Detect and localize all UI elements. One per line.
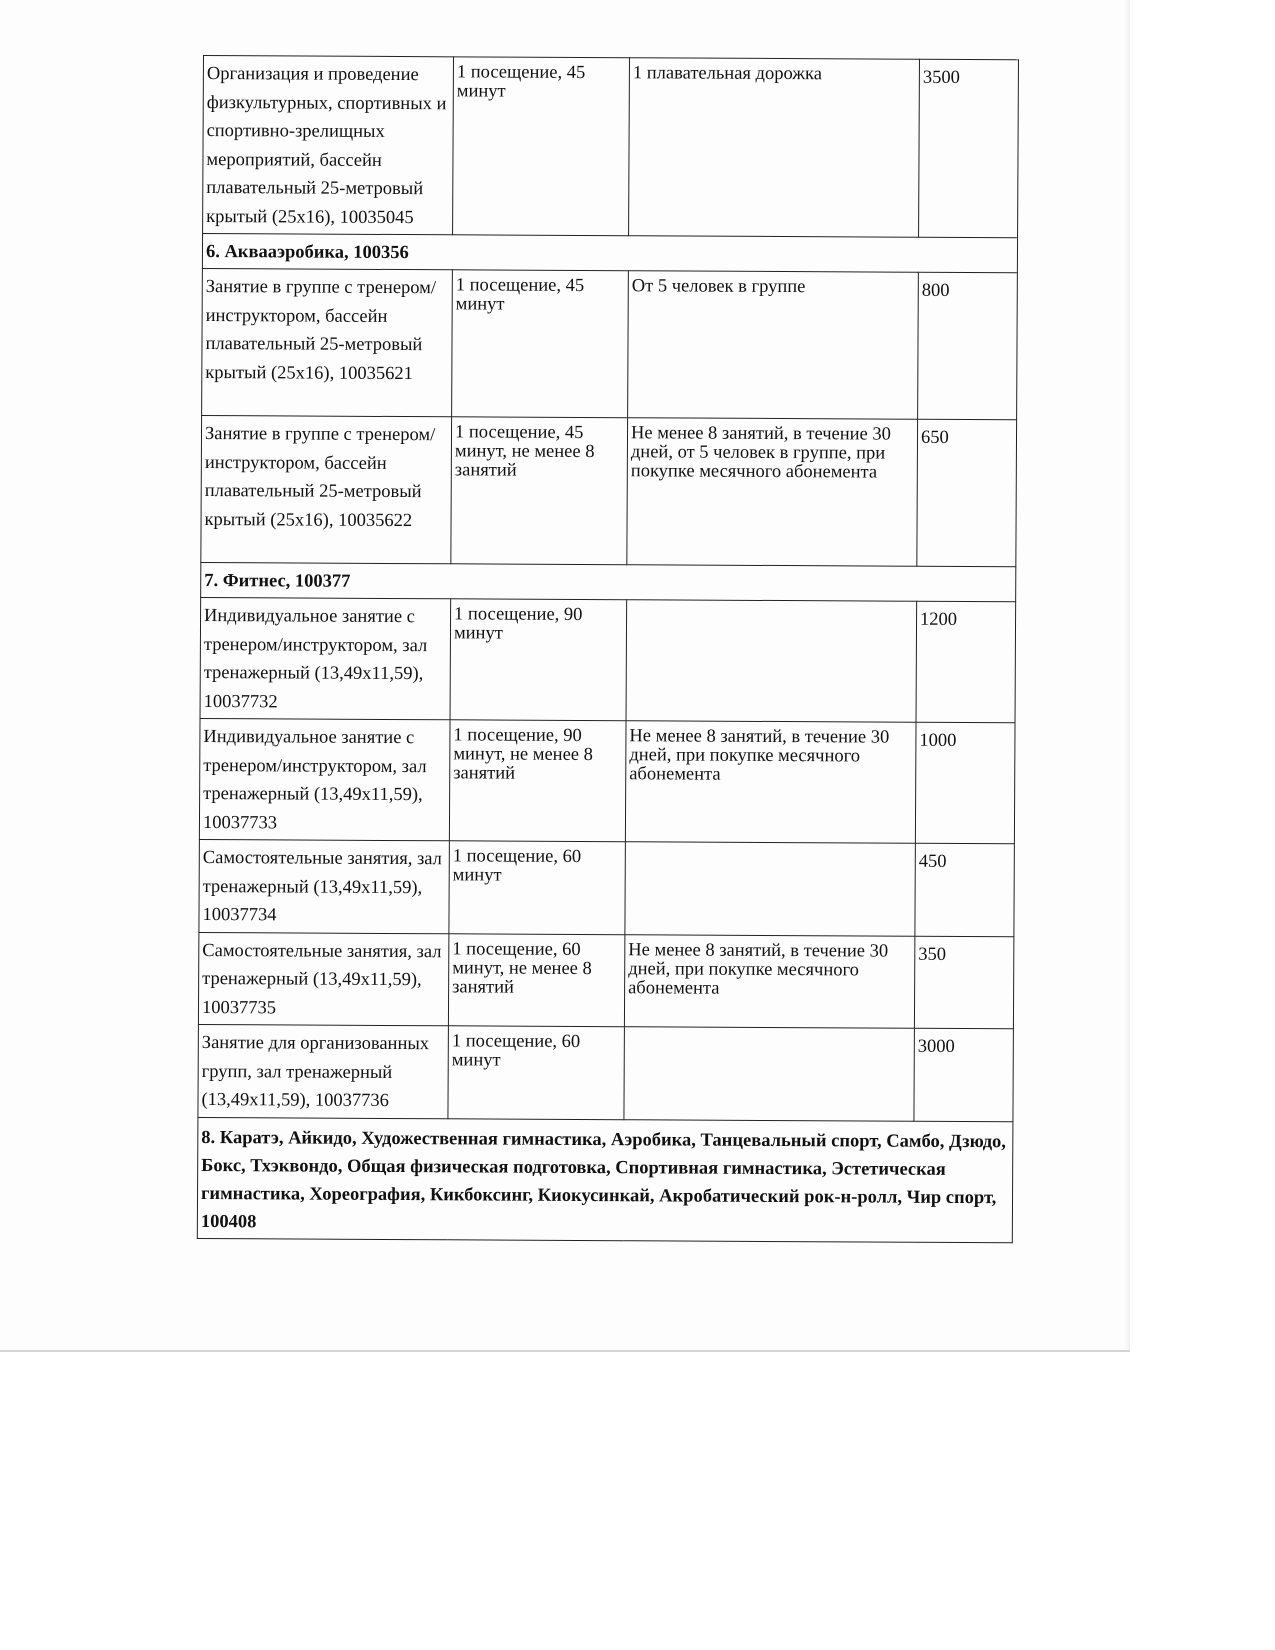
table-row (198, 1024, 1013, 1121)
unit-cell: 1 посещение, 45 минут (453, 57, 630, 236)
conditions-cell (626, 600, 917, 723)
price-cell: 450 (915, 843, 1014, 936)
table-row (199, 718, 1015, 843)
conditions-cell (624, 1027, 914, 1121)
service-name-cell: Самостоятельные занятия, зал тренажерный (13,49х11,59), 10037735 (198, 932, 448, 1026)
section-title: 7. Фитнес, 100377 (201, 562, 1016, 601)
section-header-row (202, 234, 1017, 273)
conditions-cell: От 5 человек в группе (628, 271, 919, 420)
unit-cell: 1 посещение, 45 минут (452, 270, 629, 418)
table-row (199, 839, 1014, 936)
price-cell: 3500 (919, 59, 1019, 238)
section-header-row (201, 562, 1016, 601)
service-name-cell: Индивидуальное занятие с тренером/инструктором, зал тренажерный (13,49х11,59), 10037732 (200, 597, 451, 719)
unit-cell: 1 посещение, 45 минут, не менее 8 занятий (451, 417, 628, 565)
unit-cell: 1 посещение, 60 минут, не менее 8 занятий (448, 933, 624, 1026)
service-name-cell: Самостоятельные занятия, зал тренажерный (13,49х11,59), 10037734 (199, 839, 449, 933)
conditions-cell (625, 842, 915, 936)
conditions-cell: 1 плавательная дорожка (629, 58, 920, 238)
service-name-cell: Организация и проведение физкультурных, спортивных и спортивно-зрелищных мероприятий, бассейн плавательный 25-метровый крытый (25х16), 10035045 (203, 56, 454, 235)
price-cell: 350 (914, 936, 1013, 1029)
price-cell: 1000 (915, 722, 1015, 844)
price-table (197, 55, 1019, 1243)
unit-cell: 1 посещение, 60 минут (448, 1026, 624, 1119)
unit-cell: 1 посещение, 60 минут (449, 841, 625, 934)
service-name-cell: Индивидуальное занятие с тренером/инструктором, зал тренажерный (13,49х11,59), 10037733 (199, 718, 450, 840)
conditions-cell: Не менее 8 занятий, в течение 30 дней, при покупке месячного абонемента (624, 934, 914, 1028)
price-cell: 1200 (916, 601, 1016, 723)
section-title: 8. Каратэ, Айкидо, Художественная гимнастика, Аэробика, Танцевальный спорт, Самбо, Дзюдо, Бокс, Тхэквондо, Общая физическая подготовка, Спортивная гимнастика, Эстетическая гимнастика, Хореография, Кикбоксинг, Киокусинкай, Акробатический рок-н-ролл, Чир спорт, 100408 (197, 1117, 1013, 1242)
section-header-row (197, 1117, 1013, 1242)
price-cell: 800 (918, 272, 1018, 420)
table-row (201, 415, 1017, 566)
table-row (198, 932, 1013, 1029)
service-name-cell: Занятие для организованных групп, зал тренажерный (13,49х11,59), 10037736 (198, 1024, 448, 1118)
table-row (203, 56, 1019, 238)
conditions-cell: Не менее 8 занятий, в течение 30 дней, от 5 человек в группе, при покупке месячного абонемента (627, 418, 918, 567)
price-cell: 650 (917, 419, 1017, 567)
unit-cell: 1 посещение, 90 минут (450, 599, 627, 721)
section-title: 6. Аквааэробика, 100356 (202, 234, 1017, 273)
table-row (200, 597, 1016, 722)
conditions-cell: Не менее 8 занятий, в течение 30 дней, при покупке месячного абонемента (625, 721, 916, 844)
service-name-cell: Занятие в группе с тренером/инструктором, бассейн плавательный 25-метровый крытый (25х16), 10035622 (201, 415, 452, 563)
service-name-cell: Занятие в группе с тренером/инструктором, бассейн плавательный 25-метровый крытый (25х16), 10035621 (202, 268, 453, 416)
unit-cell: 1 посещение, 90 минут, не менее 8 занятий (449, 720, 626, 842)
table-row (202, 268, 1018, 419)
price-cell: 3000 (914, 1028, 1013, 1121)
